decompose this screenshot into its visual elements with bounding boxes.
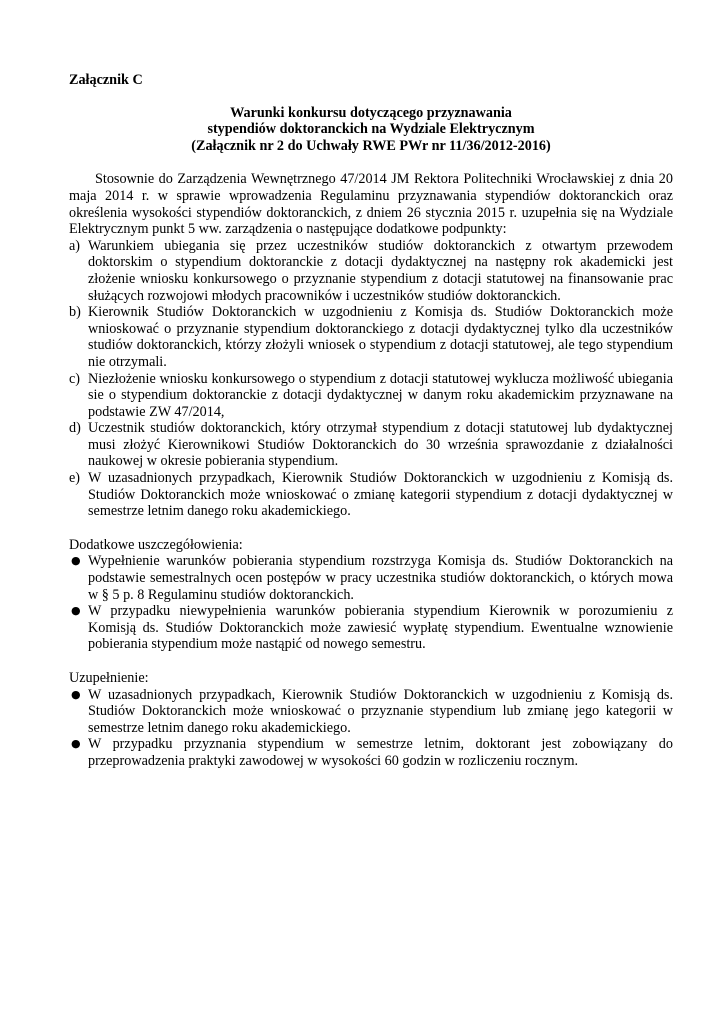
list-item-text: Kierownik Studiów Doktoranckich w uzgodnieniu z Komisja ds. Studiów Doktoranckich może wnioskować o przyznanie stypendium doktoranckiego z dotacji dydaktycznej tylko dla uczestników studiów doktoranckich, którzy złożyli wniosek o stypendium z dotacji statutowej, ale tego stypendium nie otrzymali. <box>88 304 673 370</box>
list-item <box>69 687 673 737</box>
supplement-list <box>69 687 673 770</box>
points-list <box>69 238 673 520</box>
title-line-1: Warunki konkursu dotyczącego przyznawania <box>230 104 512 121</box>
list-marker: c) <box>69 370 81 387</box>
list-item-text: Wypełnienie warunków pobierania stypendium rozstrzyga Komisja ds. Studiów Doktoranckich na podstawie semestralnych ocen postępów w pracy uczestnika studiów doktoranckich, o których mowa w § 5 p. 8 Regulaminu studiów doktoranckich. <box>88 553 673 603</box>
list-item <box>69 736 673 769</box>
list-marker: a) <box>69 237 81 254</box>
document-title <box>69 105 673 155</box>
bullet-icon: ● <box>71 604 81 618</box>
list-item <box>69 371 673 421</box>
annex-label: Załącznik C <box>69 72 143 88</box>
list-item <box>69 420 673 470</box>
title-line-2: stypendiów doktoranckich na Wydziale Elektrycznym <box>207 121 535 138</box>
list-item <box>69 603 673 653</box>
document-page <box>69 72 673 770</box>
list-item-text: Niezłożenie wniosku konkursowego o stypendium z dotacji statutowej wyklucza możliwość ubiegania sie o stypendium doktoranckie z dotacji dydaktycznej w danym roku akademickim przyznawane na podstawie ZW 47/2014, <box>88 370 673 420</box>
intro-paragraph: Stosownie do Zarządzenia Wewnętrznego 47/2014 JM Rektora Politechniki Wrocławskiej z dnia 20 maja 2014 r. w sprawie wprowadzenia Regulaminu przyznawania stypendiów doktoranckich oraz określenia wysokości stypendiów doktoranckich, z dniem 26 stycznia 2015 r. uzupełnia się na Wydziale Elektrycznym punkt 5 ww. zarządzenia o następujące dodatkowe podpunkty: <box>69 171 673 238</box>
bullet-icon: ● <box>71 737 81 751</box>
details-heading: Dodatkowe uszczegółowienia: <box>69 536 243 553</box>
bullet-icon: ● <box>71 687 81 701</box>
list-marker: b) <box>69 304 81 321</box>
list-item-text: W przypadku niewypełnienia warunków pobierania stypendium Kierownik w porozumieniu z Komisją ds. Studiów Doktoranckich może zawiesić wypłatę stypendium. Ewentualne wznowienie pobierania stypendium może nastąpić od nowego semestru. <box>88 603 673 653</box>
list-item-text: W uzasadnionych przypadkach, Kierownik Studiów Doktoranckich w uzgodnieniu z Komisją ds. Studiów Doktoranckich może wnioskować o przyznanie stypendium lub zmianę jego kategorii w semestrze letnim danego roku akademickiego. <box>88 686 673 736</box>
list-item <box>69 470 673 520</box>
list-marker: e) <box>69 470 81 487</box>
list-item-text: Warunkiem ubiegania się przez uczestników studiów doktoranckich z otwartym przewodem doktorskim o stypendium doktoranckie z dotacji dydaktycznej na następny rok akademicki jest złożenie wniosku konkursowego o przyznanie stypendium z dotacji statutowej na finansowanie prac służących rozwojowi młodych pracowników i uczestników studiów doktoranckich. <box>88 237 673 304</box>
list-item <box>69 238 673 304</box>
details-list <box>69 553 673 653</box>
list-marker: d) <box>69 420 81 437</box>
list-item-text: W uzasadnionych przypadkach, Kierownik Studiów Doktoranckich w uzgodnieniu z Komisją ds. Studiów Doktoranckich może wnioskować o zmianę kategorii stypendium z dotacji dydaktycznej w semestrze letnim danego roku akademickiego. <box>88 470 673 520</box>
bullet-icon: ● <box>71 554 81 568</box>
title-line-3: (Załącznik nr 2 do Uchwały RWE PWr nr 11/36/2012-2016) <box>191 137 551 154</box>
supplement-heading: Uzupełnienie: <box>69 670 149 686</box>
list-item <box>69 553 673 603</box>
list-item-text: W przypadku przyznania stypendium w semestrze letnim, doktorant jest zobowiązany do przeprowadzenia praktyki zawodowej w wysokości 60 godzin w rozliczeniu rocznym. <box>88 736 673 769</box>
list-item <box>69 304 673 370</box>
list-item-text: Uczestnik studiów doktoranckich, który otrzymał stypendium z dotacji statutowej lub dydaktycznej musi złożyć Kierownikowi Studiów Doktoranckich do 30 września sprawozdanie z działalności naukowej w okresie pobierania stypendium. <box>88 420 673 470</box>
